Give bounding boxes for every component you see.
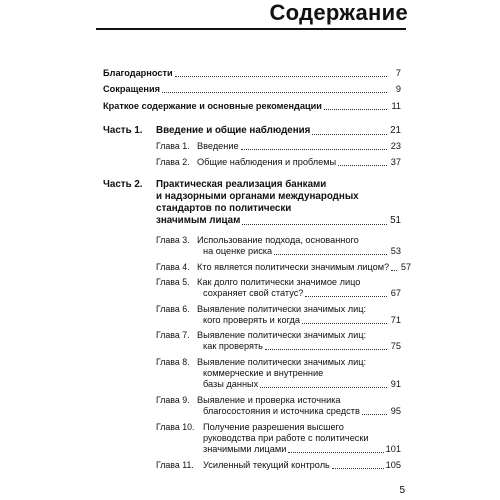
page-title: Содержание — [269, 0, 408, 25]
leader-dots — [274, 254, 387, 255]
toc-entry-acknowledgements[interactable] — [103, 68, 401, 79]
entry-label: сохраняет свой статус? — [203, 288, 304, 298]
toc-entry-chapter-7[interactable] — [203, 341, 401, 352]
chapter-10-line-2: руководства при работе с политически — [203, 433, 369, 443]
entry-label: значимым лицам — [156, 215, 241, 226]
entry-page: 71 — [390, 315, 401, 325]
title-rule — [96, 28, 406, 30]
part-2-label: Часть 2. — [103, 179, 143, 190]
leader-dots — [260, 387, 387, 388]
entry-page: 23 — [390, 141, 401, 151]
chapter-7-line-1: Выявление политически значимых лиц: — [197, 330, 367, 340]
entry-label: Общие наблюдения и проблемы — [197, 157, 337, 167]
entry-label: Введение — [197, 141, 239, 151]
leader-dots — [391, 270, 397, 271]
chapter-3-label: Глава 3. — [156, 235, 190, 245]
entry-page: 75 — [390, 341, 401, 351]
chapter-8-line-1: Выявление политически значимых лиц: — [197, 357, 367, 367]
toc-entry-chapter-6[interactable] — [203, 315, 401, 326]
entry-page: 51 — [390, 215, 401, 226]
leader-dots — [302, 323, 387, 324]
entry-page: 53 — [390, 246, 401, 256]
entry-page: 37 — [390, 157, 401, 167]
leader-dots — [175, 76, 387, 77]
entry-page: 7 — [395, 68, 401, 78]
chapter-3-line-1: Использование подхода, основанного — [197, 235, 359, 245]
entry-page: 11 — [391, 101, 401, 111]
toc-entry-chapter-10[interactable] — [203, 444, 401, 455]
chapter-8-line-2: коммерческие и внутренние — [203, 368, 324, 378]
entry-page: 95 — [390, 406, 401, 416]
entry-page: 9 — [395, 84, 401, 94]
entry-label: базы данных — [203, 379, 259, 389]
part-2-title-line-3: стандартов по политически — [156, 203, 292, 214]
toc-entry-part-2[interactable] — [156, 215, 401, 227]
chapter-10-line-1: Получение разрешения высшего — [203, 422, 344, 432]
entry-label: Сокращения — [103, 84, 160, 94]
page-number: 5 — [399, 485, 405, 496]
leader-dots — [288, 452, 383, 453]
entry-label: Благодарности — [103, 68, 173, 78]
leader-dots — [332, 468, 384, 469]
entry-label: как проверять — [203, 341, 263, 351]
toc-entry-chapter-2[interactable] — [197, 157, 401, 168]
leader-dots — [324, 109, 387, 110]
toc-entry-abbreviations[interactable] — [103, 84, 401, 95]
toc-entry-part-1[interactable] — [156, 125, 401, 137]
leader-dots — [338, 165, 387, 166]
chapter-5-label: Глава 5. — [156, 277, 190, 287]
toc-entry-chapter-4[interactable] — [197, 262, 412, 273]
leader-dots — [312, 134, 387, 135]
chapter-2-label: Глава 2. — [156, 157, 190, 167]
toc-entry-chapter-3[interactable] — [203, 246, 401, 257]
entry-label: кого проверять и когда — [203, 315, 300, 325]
chapter-4-label: Глава 4. — [156, 262, 190, 272]
entry-label: Введение и общие наблюдения — [156, 125, 311, 136]
entry-label: Усиленный текущий контроль — [203, 460, 330, 470]
entry-page: 21 — [390, 125, 401, 136]
toc-entry-chapter-11[interactable] — [203, 460, 401, 471]
toc-entry-summary[interactable] — [103, 101, 401, 112]
chapter-6-label: Глава 6. — [156, 304, 190, 314]
chapter-6-line-1: Выявление политически значимых лиц: — [197, 304, 367, 314]
chapter-1-label: Глава 1. — [156, 141, 190, 151]
toc-entry-chapter-1[interactable] — [197, 141, 401, 152]
toc-entry-chapter-5[interactable] — [203, 288, 401, 299]
leader-dots — [162, 92, 387, 93]
chapter-9-label: Глава 9. — [156, 395, 190, 405]
leader-dots — [242, 224, 387, 225]
leader-dots — [241, 149, 387, 150]
chapter-5-line-1: Как долго политически значимое лицо — [197, 277, 361, 287]
entry-page: 57 — [400, 262, 412, 272]
toc-entry-chapter-8[interactable] — [203, 379, 401, 390]
leader-dots — [362, 414, 387, 415]
entry-page: 101 — [385, 444, 401, 454]
leader-dots — [305, 296, 387, 297]
chapter-8-label: Глава 8. — [156, 357, 190, 367]
entry-label: Кто является политически значимым лицом? — [197, 262, 390, 272]
entry-label: на оценке риска — [203, 246, 273, 256]
entry-page: 91 — [390, 379, 401, 389]
leader-dots — [265, 349, 387, 350]
entry-label: Краткое содержание и основные рекомендации — [103, 101, 322, 111]
entry-label: благосостояния и источника средств — [203, 406, 360, 416]
chapter-11-label: Глава 11. — [156, 460, 194, 470]
chapter-10-label: Глава 10. — [156, 422, 195, 432]
toc-entry-chapter-9[interactable] — [203, 406, 401, 417]
part-2-title-line-2: и надзорными органами международных — [156, 191, 359, 202]
chapter-7-label: Глава 7. — [156, 330, 190, 340]
entry-page: 67 — [390, 288, 401, 298]
entry-page: 105 — [385, 460, 401, 470]
entry-label: значимыми лицами — [203, 444, 287, 454]
part-2-title-line-1: Практическая реализация банками — [156, 179, 327, 190]
chapter-9-line-1: Выявление и проверка источника — [197, 395, 341, 405]
part-1-label: Часть 1. — [103, 125, 143, 136]
